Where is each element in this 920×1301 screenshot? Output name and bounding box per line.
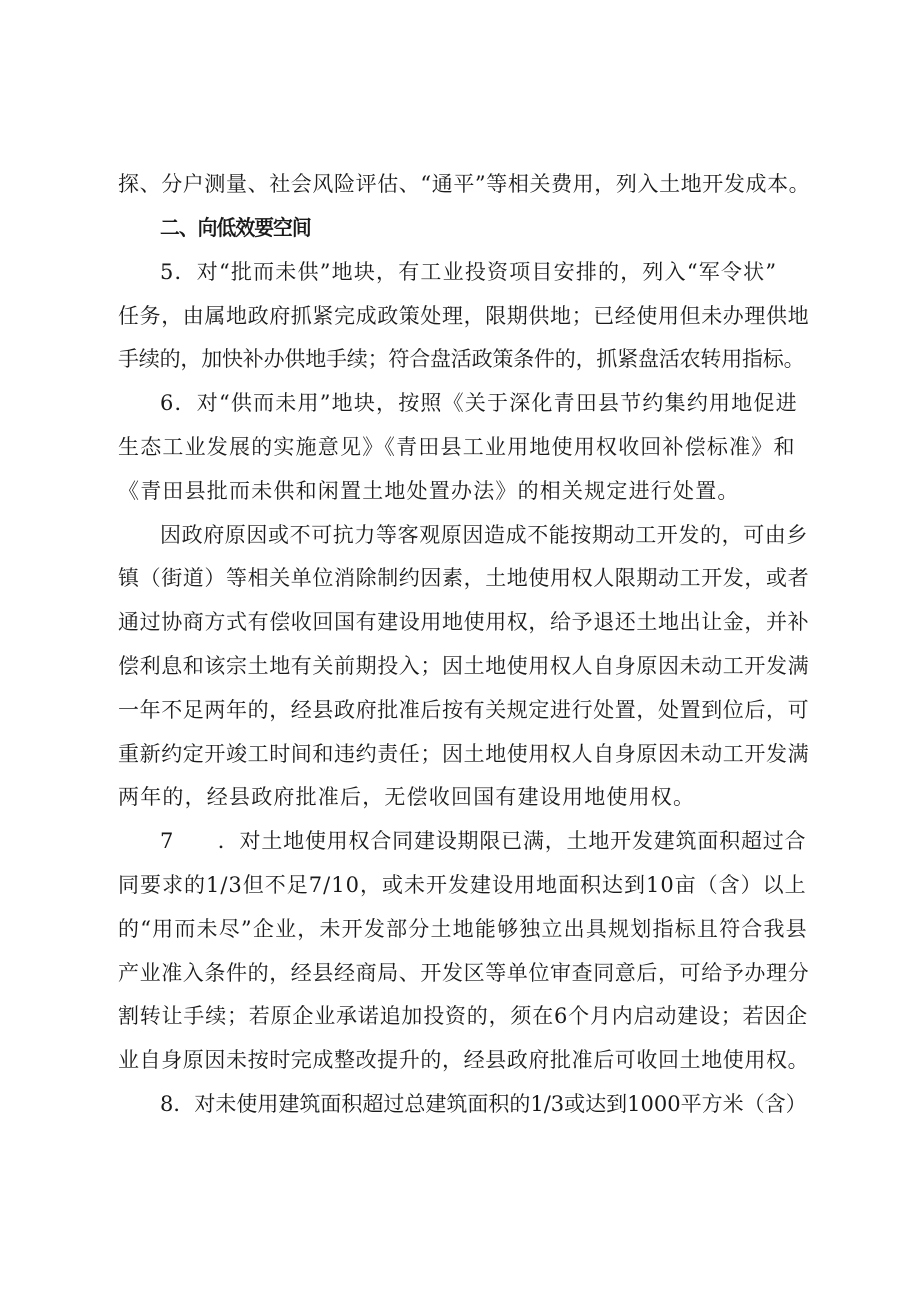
paragraph-line: 重新约定开竣工时间和违约责任；因土地使用权人自身原因未动工开发满 [118,742,810,766]
paragraph-line: 《青田县批而未供和闲置土地处置办法》的相关规定进行处置。 [118,479,740,503]
paragraph-line: 手续的，加快补办供地手续；符合盘活政策条件的，抓紧盘活农转用指标。 [118,347,805,371]
paragraph-line: 6．对“供而未用”地块，按照《关于深化青田县节约集约用地促进 [160,391,798,415]
paragraph-line: 偿利息和该宗土地有关前期投入；因土地使用权人自身原因未动工开发满 [118,654,810,678]
paragraph-line: 割转让手续；若原企业承诺追加投资的，须在6个月内启动建设；若因企 [118,1004,808,1028]
paragraph-line: 同要求的1/3但不足7/10，或未开发建设用地面积达到10亩（含）以上 [118,873,807,897]
paragraph-line: 通过协商方式有偿收回国有建设用地使用权，给予退还土地出让金，并补 [118,610,810,634]
paragraph-line: 任务，由属地政府抓紧完成政策处理，限期供地；已经使用但未办理供地 [118,304,810,328]
paragraph-line: 两年的，经县政府批准后，无偿收回国有建设用地使用权。 [118,785,696,809]
paragraph-line: 探、分户测量、社会风险评估、“通平”等相关费用，列入土地开发成本。 [118,172,811,196]
section-heading: 二、向低效要空间 [160,216,311,240]
paragraph-line: 生态工业发展的实施意见》《青田县工业用地使用权收回补偿标准》和 [118,435,796,459]
paragraph-line: 的“用而未尽”企业，未开发部分土地能够独立出具规划指标且符合我县 [118,917,808,941]
paragraph-line: 5．对“批而未供”地块，有工业投资项目安排的，列入“军令状” [160,260,778,284]
paragraph-line: 7 ．对土地使用权合同建设期限已满，土地开发建筑面积超过合 [160,829,807,853]
paragraph-line: 8．对未使用建筑面积超过总建筑面积的1/3或达到1000平方米（含） [160,1092,807,1116]
paragraph-line: 业自身原因未按时完成整改提升的，经县政府批准后可收回土地使用权。 [118,1048,810,1072]
paragraph-line: 产业准入条件的，经县经商局、开发区等单位审查同意后，可给予办理分 [118,961,810,985]
paragraph-line: 镇（街道）等相关单位消除制约因素，土地使用权人限期动工开发，或者 [118,566,810,590]
paragraph-line: 因政府原因或不可抗力等客观原因造成不能按期动工开发的，可由乡 [160,523,808,547]
paragraph-line: 一年不足两年的，经县政府批准后按有关规定进行处置，处置到位后，可 [118,698,810,722]
